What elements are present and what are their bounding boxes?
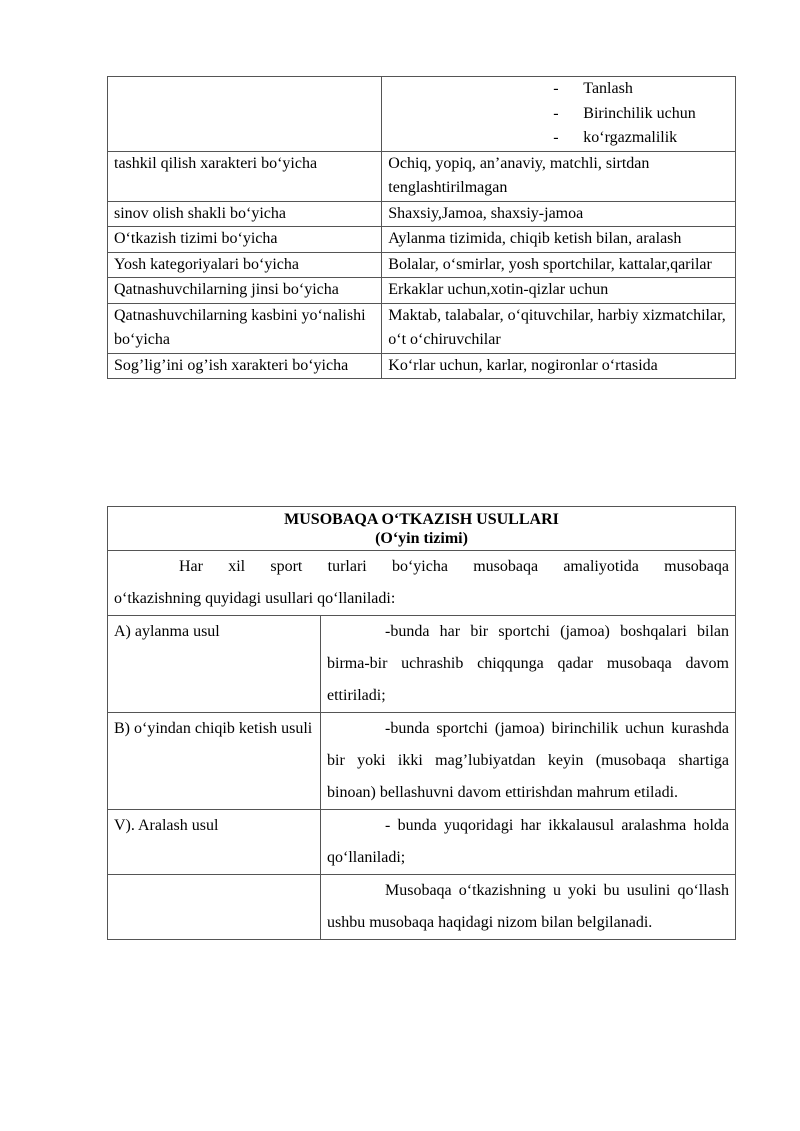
method-name: A) aylanma usul [108, 616, 321, 713]
method-description [321, 616, 736, 713]
table-row [108, 227, 736, 253]
table-row [108, 151, 736, 201]
table-cell-empty [108, 77, 382, 152]
table-row [108, 77, 736, 152]
list-item: - Tanlash [553, 77, 729, 102]
row-label: tashkil qilish xarakteri bo‘yicha [108, 151, 382, 201]
table-row [108, 810, 736, 875]
table-row [108, 252, 736, 278]
row-value: Ochiq, yopiq, an’anaviy, matchli, sirtdan tenglashtirilmagan [382, 151, 736, 201]
bullet-list [388, 77, 729, 151]
method-description-text: - bunda yuqoridagi har ikkalausul aralashma holda qo‘llaniladi; [327, 817, 729, 866]
table-row [108, 875, 736, 940]
row-label: Yosh kategoriyalari bo‘yicha [108, 252, 382, 278]
method-name [108, 875, 321, 940]
row-label: O‘tkazish tizimi bo‘yicha [108, 227, 382, 253]
intro-paragraph [108, 551, 736, 616]
method-description-text: -bunda sportchi (jamoa) birinchilik uchun kurashda bir yoki ikki mag’lubiyatdan keyin (musobaqa shartiga binoan) bellashuvni davom ettirishdan mahrum etiladi. [327, 720, 729, 801]
method-description-text: -bunda har bir sportchi (jamoa) boshqalari bilan birma-bir uchrashib chiqqunga qadar musobaqa davom ettiriladi; [327, 623, 729, 704]
list-item: - ko‘rgazmalilik [553, 126, 729, 151]
row-value: Bolalar, o‘smirlar, yosh sportchilar, kattalar,qarilar [382, 252, 736, 278]
row-label: Qatnashuvchilarning jinsi bo‘yicha [108, 278, 382, 304]
row-label: Sog’lig’ini og’ish xarakteri bo‘yicha [108, 353, 382, 379]
row-value: Erkaklar uchun,xotin-qizlar uchun [382, 278, 736, 304]
method-description [321, 810, 736, 875]
competition-classification-table [107, 76, 736, 379]
table-header-row [108, 507, 736, 551]
table-row [108, 616, 736, 713]
table-cell [382, 77, 736, 152]
method-description-text: Musobaqa o‘tkazishning u yoki bu usulini qo‘llash ushbu musobaqa haqidagi nizom bilan belgilanadi. [327, 882, 729, 931]
row-label: sinov olish shakli bo‘yicha [108, 201, 382, 227]
table-row [108, 713, 736, 810]
table-row [108, 278, 736, 304]
table-row [108, 551, 736, 616]
competition-methods-table [107, 506, 736, 940]
row-value: Maktab, talabalar, o‘qituvchilar, harbiy xizmatchilar, o‘t o‘chiruvchilar [382, 303, 736, 353]
table-row [108, 303, 736, 353]
intro-line-1: Har xil sport turlari bo‘yicha musobaqa amaliyotida musobaqa [179, 558, 729, 575]
section-title: MUSOBAQA O‘TKAZISH USULLARI [284, 511, 559, 528]
method-description [321, 875, 736, 940]
method-name: B) o‘yindan chiqib ketish usuli [108, 713, 321, 810]
method-name: V). Aralash usul [108, 810, 321, 875]
table-row [108, 353, 736, 379]
table-row [108, 201, 736, 227]
row-value: Ko‘rlar uchun, karlar, nogironlar o‘rtasida [382, 353, 736, 379]
row-value: Aylanma tizimida, chiqib ketish bilan, aralash [382, 227, 736, 253]
section-subtitle: (O‘yin tizimi) [375, 530, 468, 547]
method-description [321, 713, 736, 810]
section-heading [108, 507, 736, 551]
row-value: Shaxsiy,Jamoa, shaxsiy-jamoa [382, 201, 736, 227]
row-label: Qatnashuvchilarning kasbini yo‘nalishi bo‘yicha [108, 303, 382, 353]
list-item: - Birinchilik uchun [553, 102, 729, 127]
intro-line-2: o‘tkazishning quyidagi usullari qo‘llaniladi: [114, 590, 396, 607]
